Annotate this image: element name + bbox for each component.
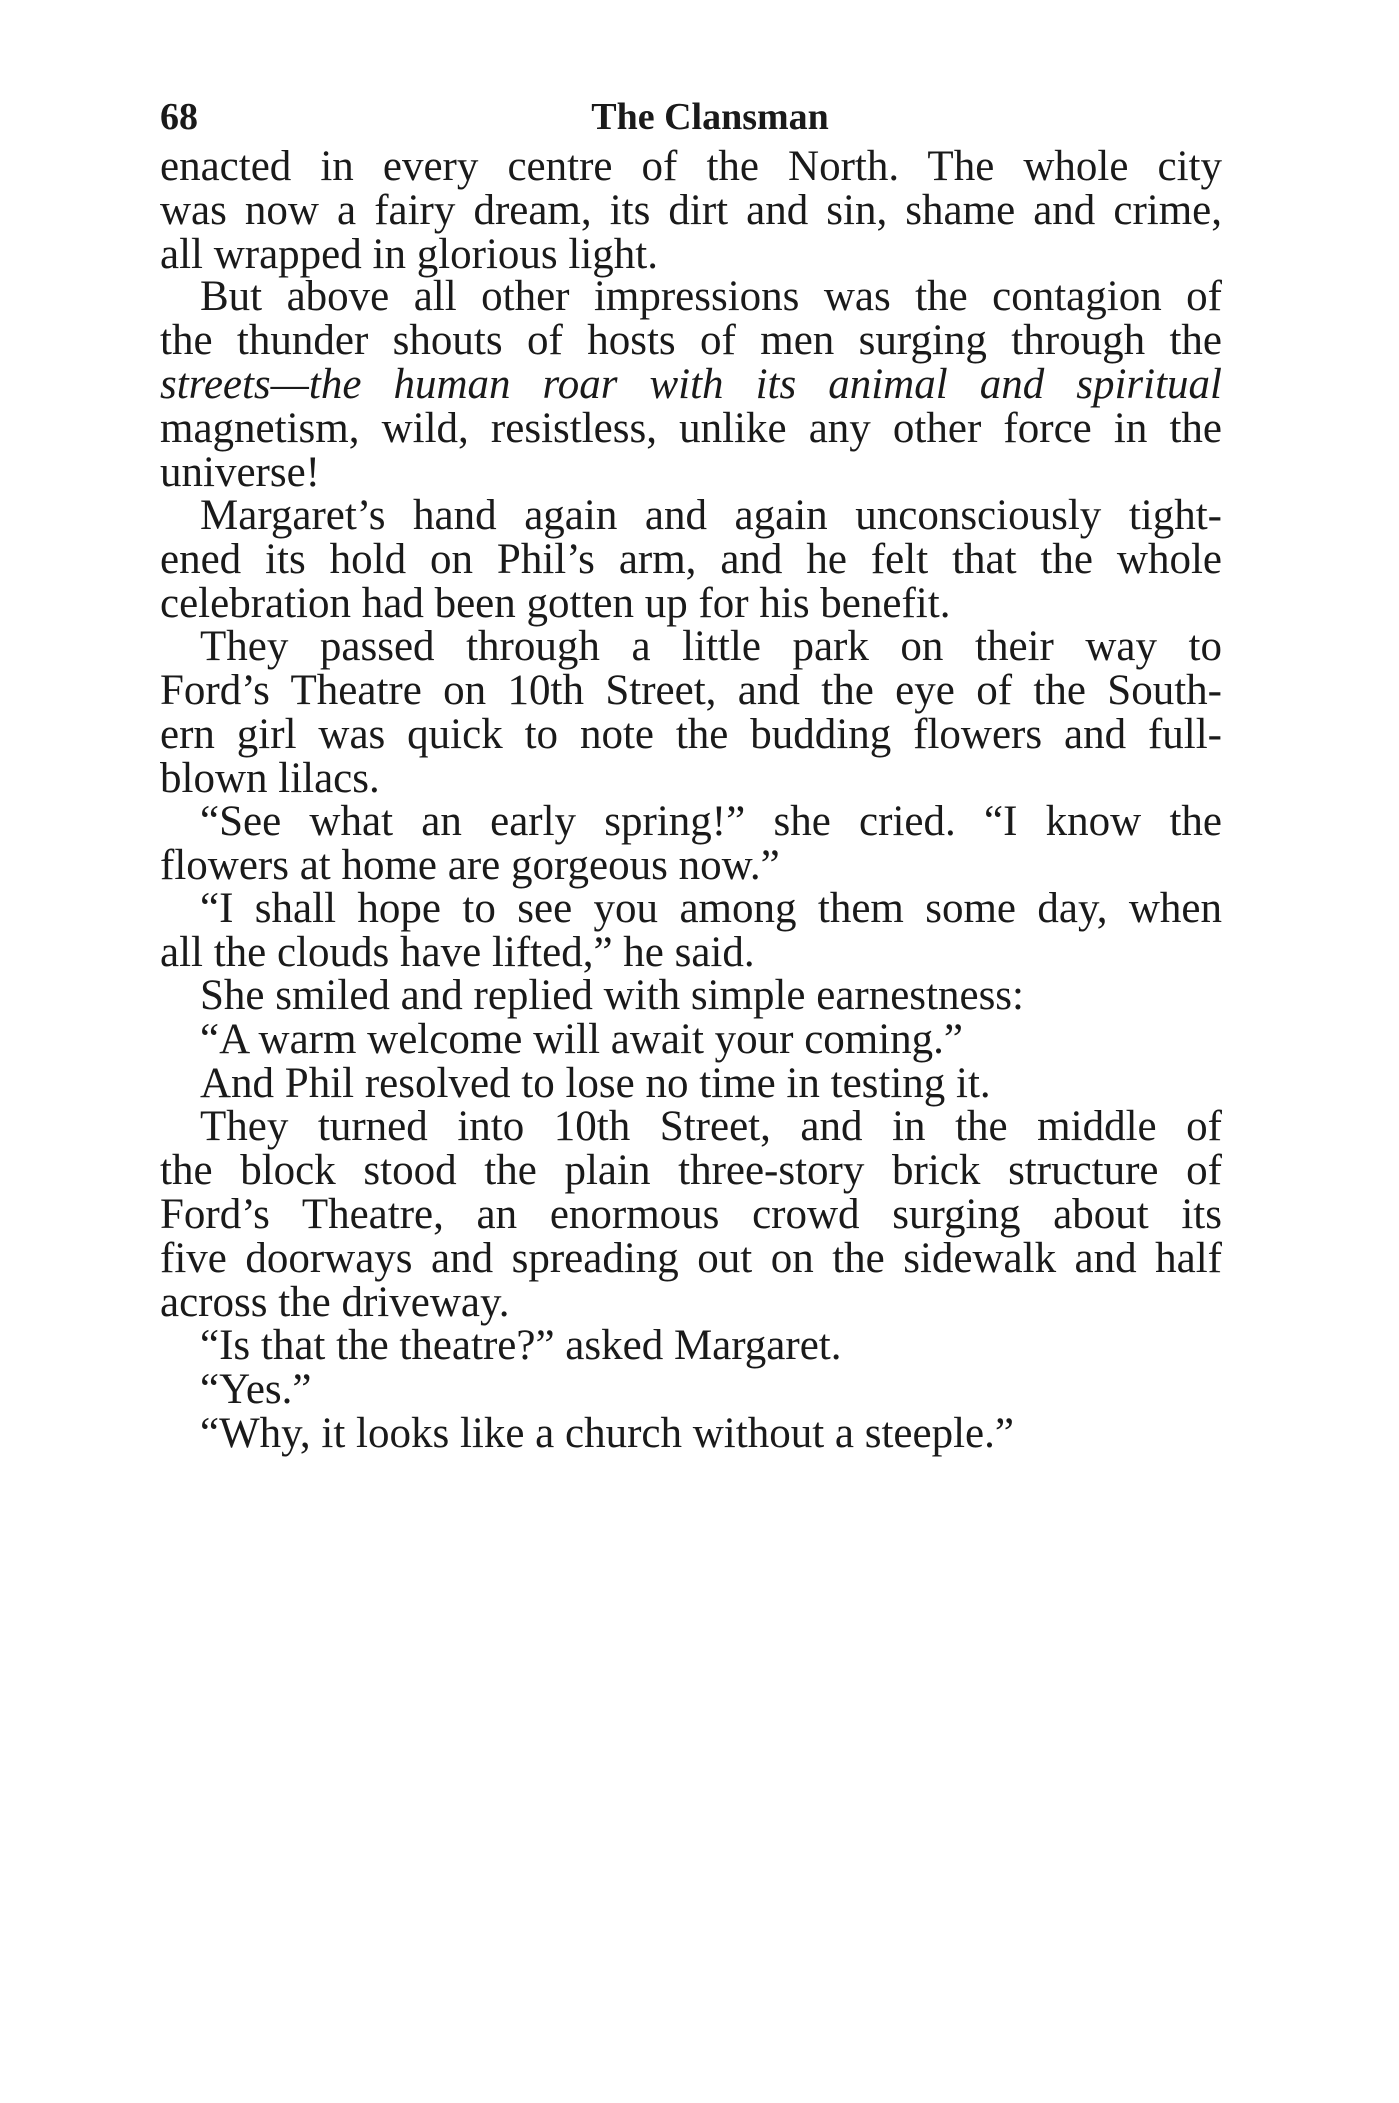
text-line: all the clouds have lifted,” he said. — [160, 929, 755, 976]
text-line: Ford’s Theatre, an enormous crowd surging about its — [160, 1191, 1222, 1238]
text-line: celebration had been gotten up for his benefit. — [160, 580, 951, 627]
text-line: They turned into 10th Street, and in the middle of — [200, 1103, 1222, 1150]
text-line: enacted in every centre of the North. The whole city — [160, 143, 1222, 190]
text-line: universe! — [160, 449, 320, 496]
text-line: “Yes.” — [200, 1366, 312, 1413]
text-line: “I shall hope to see you among them some day, when — [200, 885, 1222, 932]
text-line: five doorways and spreading out on the sidewalk and half — [160, 1235, 1222, 1282]
page-number: 68 — [160, 96, 198, 138]
text-line: the thunder shouts of hosts of men surging through the — [160, 317, 1222, 364]
text-line: ern girl was quick to note the budding flowers and full- — [160, 711, 1222, 758]
text-line: But above all other impressions was the contagion of — [200, 273, 1222, 320]
text-line: across the driveway. — [160, 1279, 510, 1326]
text-line: “Is that the theatre?” asked Margaret. — [200, 1322, 842, 1369]
text-line: “See what an early spring!” she cried. “I know the — [200, 798, 1222, 845]
text-line: “Why, it looks like a church without a steeple.” — [200, 1410, 1014, 1457]
text-line: was now a fairy dream, its dirt and sin, shame and crime, — [160, 187, 1222, 234]
text-line: She smiled and replied with simple earnestness: — [200, 972, 1024, 1019]
text-line: ened its hold on Phil’s arm, and he felt that the whole — [160, 536, 1222, 583]
text-line: And Phil resolved to lose no time in testing it. — [200, 1060, 991, 1107]
text-line: streets—the human roar with its animal and spiritual — [160, 361, 1222, 408]
text-line: “A warm welcome will await your coming.” — [200, 1016, 964, 1063]
running-title: The Clansman — [591, 96, 829, 138]
text-line: flowers at home are gorgeous now.” — [160, 842, 780, 889]
text-line: They passed through a little park on their way to — [200, 623, 1222, 670]
text-line: magnetism, wild, resistless, unlike any other force in the — [160, 405, 1222, 452]
text-line: blown lilacs. — [160, 755, 380, 802]
text-line: all wrapped in glorious light. — [160, 231, 659, 278]
text-line: Ford’s Theatre on 10th Street, and the eye of the South- — [160, 667, 1222, 714]
text-line: the block stood the plain three-story brick structure of — [160, 1147, 1222, 1194]
text-line: Margaret’s hand again and again unconsciously tight- — [200, 492, 1222, 539]
